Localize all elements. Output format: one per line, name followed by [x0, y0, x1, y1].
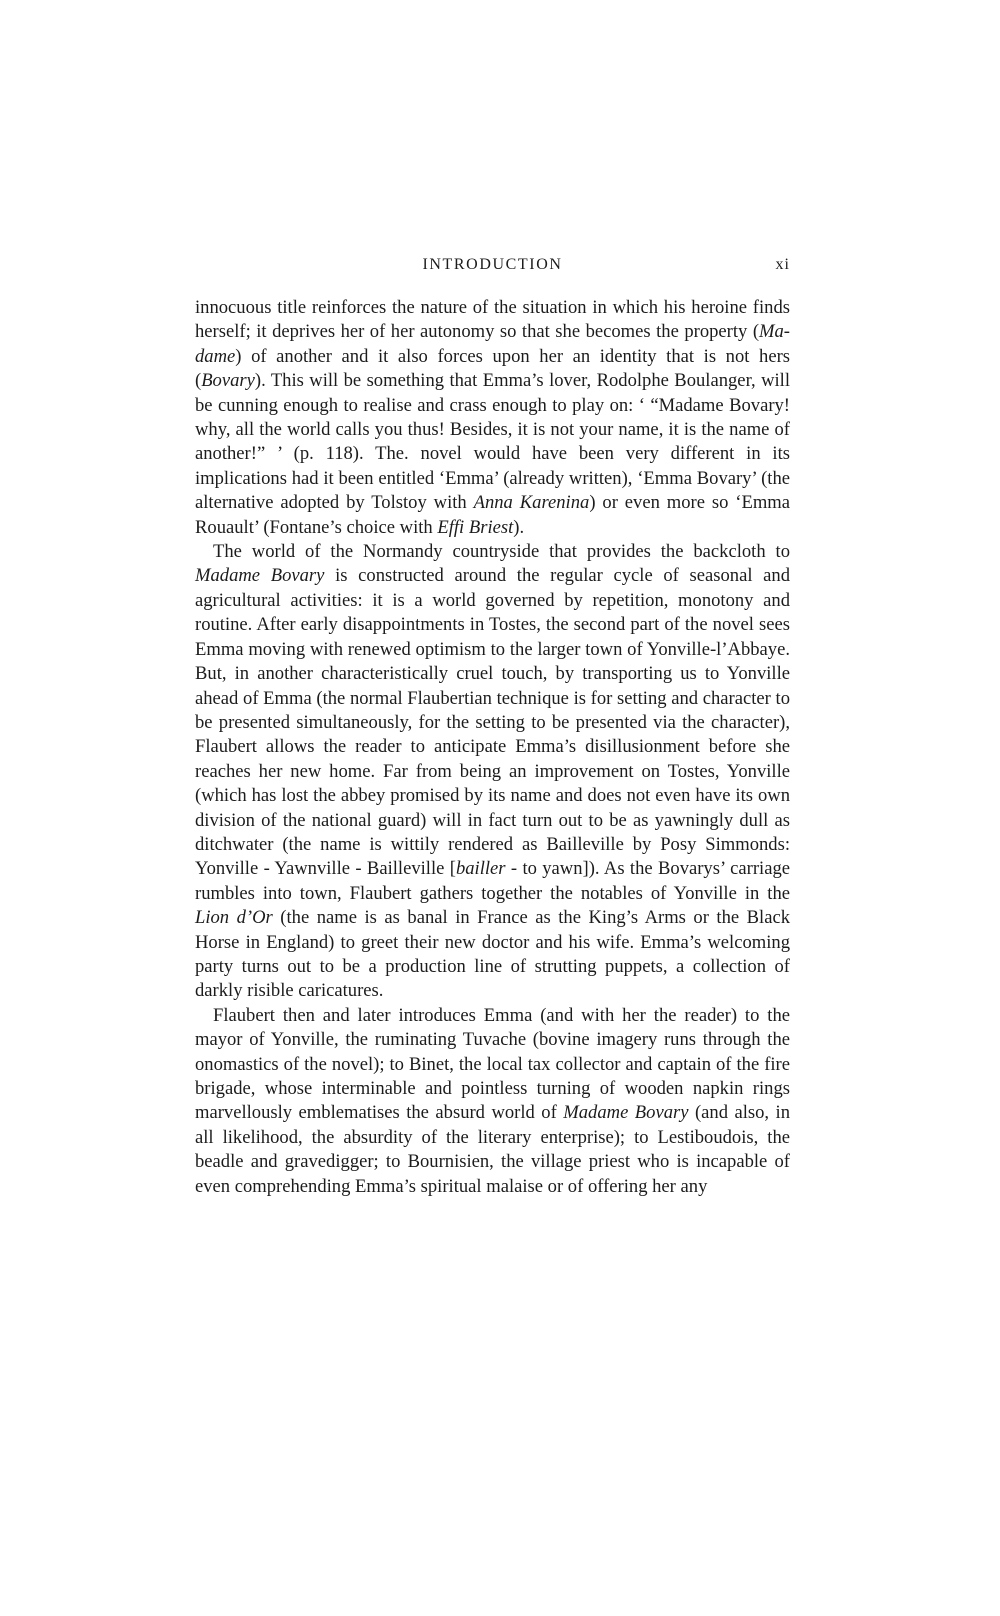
- italic-title: Effi Briest: [437, 516, 514, 538]
- body-text: [195, 296, 790, 1199]
- text-run: (and also, in all likelihood, the absurdity of the literary enterprise); to Lestiboudois, the beadle and gravedigger; to Bournisien, the village priest who is incapable of even comprehending Emma’s spiritual malaise or of offering her any: [195, 1102, 791, 1197]
- italic-title: Ma-dame: [195, 321, 790, 367]
- text-run: ). This will be something that Emma’s lover, Rodolphe Boulanger, will be cunning enough to realise and crass enough to play on: ‘ “Madame Bovary! why, all the world calls you thus! Besides, it is not your name, it is the name of another!” ’ (p. 118). The. novel would have been very different in its implications had it been entitled ‘Emma’ (already written), ‘Emma Bovary’ (the alternative adopted by Tolstoy with: [195, 370, 790, 514]
- paragraph: [195, 540, 790, 1004]
- page-number: xi: [775, 256, 790, 273]
- running-head: [195, 256, 790, 280]
- text-run: ) or even more so ‘Emma Rouault’ (Fontane’s choice with: [195, 492, 791, 538]
- italic-title: Bovary: [201, 370, 255, 392]
- italic-title: Anna Karenina: [473, 492, 590, 514]
- paragraph: [195, 1004, 790, 1199]
- italic-title: bailler: [455, 858, 506, 880]
- text-run: - to yawn]). As the Bovarys’ carriage rumbles into town, Flaubert gathers together the notables of Yonville in the: [195, 858, 790, 904]
- text-run: (the name is as banal in France as the King’s Arms or the Black Horse in England) to greet their new doctor and his wife. Emma’s welcoming party turns out to be a production line of strutting puppets, a collection of darkly risible caricatures.: [195, 907, 791, 1002]
- text-run: Flaubert then and later introduces Emma (and with her the reader) to the mayor of Yonville, the ruminating Tuvache (bovine imagery runs through the onomastics of the novel); to Binet, the local tax collector and captain of the fire brigade, whose interminable and pointless turning of wooden napkin rings marvellously emblematises the absurd world of: [195, 1004, 790, 1124]
- text-run: The world of the Normandy countryside that provides the backcloth to: [213, 541, 790, 563]
- running-head-title: INTRODUCTION: [422, 256, 563, 273]
- text-run: ).: [513, 516, 525, 538]
- text-run: ) of another and it also forces upon her an identity that is not hers (: [195, 345, 790, 392]
- italic-title: Madame Bovary: [563, 1102, 689, 1124]
- text-run: is constructed around the regular cycle of seasonal and agricultural activities: it is a world governed by repetition, monotony and routine. After early disappointments in Tostes, the second part of the novel sees Emma moving with renewed optimism to the larger town of Yonville-l’Abbaye. But, in another characteristically cruel touch, by transporting us to Yonville ahead of Emma (the normal Flaubertian technique is for setting and character to be presented simultaneously, for the setting to be presented via the character), Flaubert allows the reader to anticipate Emma’s disillusionment before she reaches her new home. Far from being an improvement on Tostes, Yonville (which has lost the abbey promised by its name and does not even have its own division of the national guard) will in fact turn out to be as yawningly dull as ditchwater (the name is wittily rendered as Bailleville by Posy Simmonds: Yonville - Yawnville - Bailleville [: [195, 565, 790, 880]
- italic-title: Madame Bovary: [195, 565, 325, 587]
- paragraph: [195, 296, 790, 540]
- text-run: innocuous title reinforces the nature of the situation in which his heroine finds herself; it deprives her of her autonomy so that she becomes the property (: [195, 297, 790, 343]
- italic-title: Lion d’Or: [195, 907, 273, 929]
